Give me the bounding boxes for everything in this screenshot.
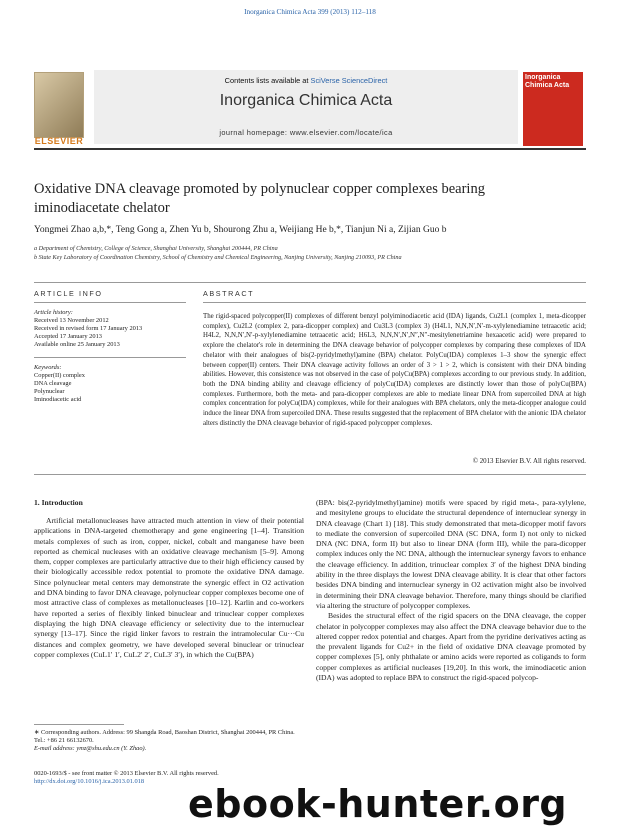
watermark-text: ebook-hunter.org bbox=[188, 782, 568, 826]
body-column-right bbox=[316, 498, 586, 683]
keyword: Polynuclear bbox=[34, 388, 65, 395]
keyword: DNA cleavage bbox=[34, 380, 72, 387]
article-info-heading: ARTICLE INFO bbox=[34, 289, 103, 298]
section-heading-introduction: 1. Introduction bbox=[34, 498, 83, 507]
keyword: Iminodiacetic acid bbox=[34, 396, 82, 403]
journal-title: Inorganica Chimica Acta bbox=[219, 92, 393, 109]
footnote bbox=[34, 729, 304, 754]
info-rule bbox=[34, 302, 186, 303]
abstract-text: The rigid-spaced polycopper(II) complexes of different benzyl polyiminodiacetic acid (IDA) ligands, Cu2L1 (complex 1, meta-dicopper complex), Cu2L2 (complex 2, para-dicopper complex) and Cu3L3 (complex 3) (H4L1, N,N,N′,N′-m-xylylenediamine tetraacetic acid; H4L2, N,N,N′,N′-p-xylylenediamine tetraacetic acid; H6L3, N,N,N′,N′,N″,N″-mesitylenetriamine hexaacetic acid) were prepared to explore the chelator's role in determining the DNA cleavage behavior of polycopper complexes by comparing these complexes of IDA chelator with their analogues of bis(2-pyridylmethyl)amine (BPA) chelator. PolyCu(IDA) complexes 1–3 show the synergic effect between copper(II) centers. Their DNA cleavage activity follows an order of 3 > 1 > 2, which is consistent with their DNA binding abilities. However, this consistence was not observed in the case of polyCu(BPA) complexes according to our previous study. In addition, both the DNA binding ability and cleavage efficiency of polyCu(IDA) complexes are distinctly lower than those of polyCu(BPA) complexes. Furthermore, both the meta- and para-dicopper complexes are able to mediate linear DNA from supercoiled DNA at high complex concentration for polyCu(IDA) complexes, while for their analogues with BPA chelators, only the meta-dicopper analogue could induce the linear DNA from supercoiled DNA. These results suggested that the replacement of BPA chelator with the anionic IDA chelator alters distinctly the DNA cleavage behavior of rigid-spaced polycopper complexes. bbox=[203, 313, 586, 427]
elsevier-tree-icon bbox=[34, 72, 84, 138]
abstract-copyright: © 2013 Elsevier B.V. All rights reserved. bbox=[472, 458, 586, 465]
received-date: Received 13 November 2012 bbox=[34, 317, 109, 324]
body-column-left bbox=[34, 516, 304, 660]
abstract-heading: ABSTRACT bbox=[203, 289, 255, 298]
affiliation-b: b State Key Laboratory of Coordination Chemistry, School of Chemistry and Chemical Engineering, Nanjing University, Nanjing 210093, PR China bbox=[34, 254, 402, 261]
keywords-rule bbox=[34, 357, 186, 358]
corresponding-author-note: ∗ Corresponding authors. Address: 99 Shangda Road, Baoshan District, Shanghai 200444, PR China. Tel.: +86 21 66132670. bbox=[34, 729, 295, 745]
journal-citation-link[interactable]: Inorganica Chimica Acta 399 (2013) 112–118 bbox=[244, 8, 376, 16]
paragraph: (BPA: bis(2-pyridylmethyl)amine) motifs were spaced by rigid meta-, para-xylylene, and mesitylene groups to elucidate the structural dependence of internuclear synergy in DNA cleavage (Chart 1) [18]. This study demonstrated that meta-dicopper motif favors to mediate the conversion of supercoiled DNA (SC DNA, form I) not only to nicked DNA (NC DNA, form II) but also to linear DNA (form III), while the para-dicopper complex induces only the NC DNA, although the internuclear synergy favors to enhance the cleavage efficiency. In addition, trinuclear complex 3′ of the highest DNA binding ability in the three displays the lowest DNA cleavage ability. It is clear that other factors besides DNA binding and internuclear synergy in O2 activation might also be involved in determining their DNA cleavage behavior. Therefore, many things should be clarified via altering the structure of polycopper complexes. bbox=[316, 498, 586, 610]
footnote-rule bbox=[34, 724, 124, 725]
section-rule bbox=[34, 282, 586, 283]
contents-available: Contents lists available at SciVerse ScienceDirect bbox=[224, 76, 388, 85]
sciencedirect-link[interactable]: SciVerse ScienceDirect bbox=[310, 76, 388, 85]
abstract-rule bbox=[203, 302, 586, 303]
cover-title: Inorganica Chimica Acta bbox=[525, 74, 570, 89]
issn-line: 0020-1693/$ - see front matter © 2013 Elsevier B.V. All rights reserved. bbox=[34, 770, 219, 777]
affiliation-a: a Department of Chemistry, College of Science, Shanghai University, Shanghai 200444, PR China bbox=[34, 245, 278, 252]
doi-link[interactable]: http://dx.doi.org/10.1016/j.ica.2013.01.018 bbox=[34, 778, 145, 786]
publisher-logo-text: ELSEVIER bbox=[34, 136, 84, 146]
keyword: Copper(II) complex bbox=[34, 372, 85, 379]
author-list: Yongmei Zhao a,b,*, Teng Gong a, Zhen Yu b, Shourong Zhu a, Weijiang He b,*, Tianjun Ni a, Zijian Guo b bbox=[34, 225, 447, 235]
journal-homepage[interactable]: journal homepage: www.elsevier.com/locate/ica bbox=[219, 128, 393, 137]
article-history-label: Article history: bbox=[34, 309, 73, 316]
body-rule bbox=[34, 474, 586, 475]
keywords-label: Keywords: bbox=[34, 364, 62, 371]
article-title: Oxidative DNA cleavage promoted by polynuclear copper complexes bearing iminodiacetate chelator bbox=[34, 181, 485, 216]
online-date: Available online 25 January 2013 bbox=[34, 341, 120, 348]
accepted-date: Accepted 17 January 2013 bbox=[34, 333, 102, 340]
revised-date: Received in revised form 17 January 2013 bbox=[34, 325, 143, 332]
email-address[interactable]: E-mail address: ymz@shu.edu.cn (Y. Zhao). bbox=[34, 745, 147, 753]
paragraph: Artificial metallonucleases have attracted much attention in view of their potential applications in DNA-targeted chemotherapy and gene engineering [1–4]. Transition metals complexes of such as iron, copper, nickel, cobalt and manganese have been reported as chemical nucleases with an oxidative cleavage mechanism [5–9]. Among them, copper complexes are particularly attractive due to their high efficiency caused by their biologically accessible redox potential to promote the oxidative DNA damage. Since polynuclear metal centers may demonstrate the synergic effect in O2 activation and DNA binding to favor DNA cleavage, polynuclear copper complexes become one of most attractive class of complexes as metallonucleases [10–12]. Karlin and co-workers have reported a series of flexibly linked binuclear and trinuclear copper complexes displaying the high DNA cleavage efficiency or selectivity due to the internuclear synergy [13–17]. Since the rigid linker favors to restrain the intramolecular Cu···Cu distances and complex geometry, we have developed several binuclear or trinuclear copper complexes (CuL1′ 1′, CuL2′ 2′, CuL3′ 3′), in which the Cu(BPA) bbox=[34, 516, 304, 659]
paragraph: Besides the structural effect of the rigid spacers on the DNA cleavage, the copper chelator in polycopper complexes may also affect the DNA cleavage behavior due to the altered copper redox potential and charges. Apart from the pyridine derivatives acting as the prevalent ligands for Cu2+ in the field of oxidative DNA cleavage promoted by copper complexes [5], only phthalate or amino acids were reported as coligands to form copper complexes as artificial nucleases [19,20]. In this work, the iminodiacetic anion (IDA) was adopted to replace BPA to construct the rigid-spaced polycop- bbox=[316, 611, 586, 683]
